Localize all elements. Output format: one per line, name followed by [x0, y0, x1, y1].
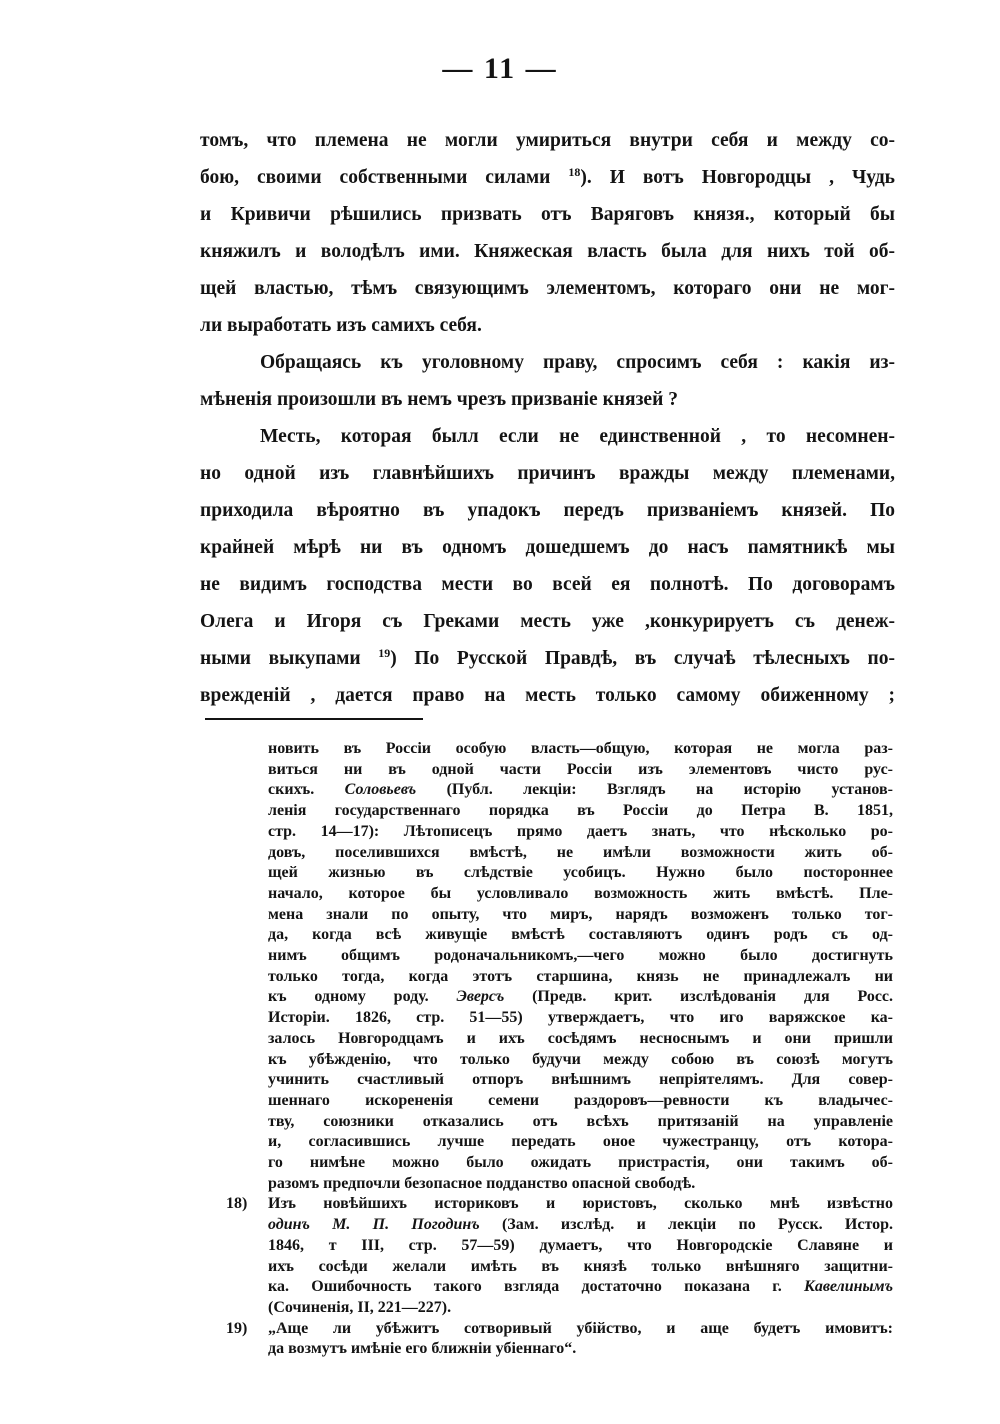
- footnote-line: тву, союзники отказались отъ всѣхъ притязаній на управленіе: [268, 1112, 893, 1130]
- author-name: Эверсъ: [456, 988, 505, 1006]
- footnote-line: Исторіи. 1826, стр. 51—55) утверждаетъ, что иго варяжское ка-: [268, 1009, 893, 1027]
- footnote-line: къ убѣжденію, что только будучи между собою въ союзѣ могутъ: [268, 1050, 893, 1068]
- text-line: щей властью, тѣмъ связующимъ элементомъ, котораго они не мог-: [200, 278, 895, 299]
- text-line: бою, своими собственными силами $^{18}$). И вотъ Новгородцы , Чудь: [200, 165, 895, 188]
- text-line: княжилъ и володѣлъ ими. Княжеская власть была для нихъ той об-: [200, 241, 895, 262]
- text-line: Месть, которая былл если не единственной , то несомнен-: [260, 426, 895, 447]
- footnote-line: щей жизнью въ слѣдствіе усобицъ. Нужно было постороннее: [268, 864, 893, 882]
- text-line: не видимъ господства мести во всей ея полнотѣ. По договорамъ: [200, 574, 895, 595]
- text-line: крайней мѣрѣ ни въ одномъ дошедшемъ до насъ памятникѣ мы: [200, 537, 895, 558]
- footnote-marker: 18): [226, 1195, 248, 1213]
- footnote-line: го нимѣне можно было ожидать пристрастія, они такимъ об-: [268, 1154, 893, 1172]
- footnote-line: „Аще ли убѣжитъ сотворивый убійство, и аще будетъ имовитъ:: [268, 1319, 893, 1337]
- footnote-line: ихъ сосѣди желали имѣть въ князѣ только внѣшняго защитни-: [268, 1257, 893, 1275]
- footnote-line: шеннаго искорененія семени раздоровъ—ревности къ владычес-: [268, 1091, 893, 1109]
- footnote-line: (Сочиненія, II, 221—227).: [268, 1298, 452, 1316]
- footnote-line: ка. Ошибочность такого взгляда достаточно показана г. Кавелинымъ: [268, 1278, 894, 1296]
- footnote-line: 1846, т III, стр. 57—59) думаетъ, что Новгородскіе Славяне и: [268, 1236, 893, 1254]
- footnote-line: начало, которое бы условливало возможность жить вмѣстѣ. Пле-: [268, 884, 893, 902]
- footnotes: [226, 739, 894, 1360]
- text-line: томъ, что племена не могли умириться внутри себя и между со-: [200, 130, 895, 151]
- footnote-line: ленія государственнаго порядка въ Россіи до Петра В. 1851,: [268, 802, 893, 820]
- author-name: Погодинъ: [411, 1216, 480, 1234]
- footnote-line: новить въ Россіи особую власть—общую, которая не могла раз-: [268, 740, 893, 757]
- footnote-19: [226, 1319, 893, 1360]
- text-line: ли выработать изъ самихъ себя.: [200, 315, 482, 336]
- main-text: [200, 122, 895, 714]
- text-line: Олега и Игоря съ Греками месть уже ,конкурируетъ съ денеж-: [200, 611, 895, 632]
- footnote-line: да, когда всѣ живущіе вмѣстѣ составляютъ одинъ родъ съ од-: [268, 926, 893, 944]
- footnote-line: мена знали по опыту, что миръ, нарядъ возможенъ только тог-: [268, 905, 893, 923]
- footnote-line: только тогда, когда этотъ старшина, князь не принадлежалъ ни: [268, 967, 893, 985]
- footnote-line: довъ, поселившихся вмѣстѣ, не имѣли возможности жить об-: [268, 843, 893, 861]
- text-line: Обращаясь къ уголовному праву, спросимъ себя : какія из-: [260, 352, 895, 373]
- footnote-18: [226, 1194, 894, 1318]
- footnote-line: Изъ новѣйшихъ историковъ и юристовъ, сколько мнѣ извѣстно: [268, 1195, 893, 1213]
- footnote-line: залось Новгородцамъ и ихъ сосѣдямъ несноснымъ и они пришли: [268, 1029, 893, 1047]
- text-line: мѣненія произошли въ немъ чрезъ призваніе князей ?: [200, 389, 678, 410]
- text-line: врежденій , дается право на месть только самому обиженному ;: [200, 685, 895, 706]
- footnote-marker: 19): [226, 1319, 248, 1337]
- text-line: приходила вѣроятно въ упадокъ передъ призваніемъ князей. По: [200, 500, 895, 521]
- footnote-line: одинъ М. П. Погодинъ (Зам. изслѣд. и лекціи по Русск. Истор.: [268, 1216, 894, 1234]
- footnote-divider: [205, 718, 423, 720]
- footnote-line: и, согласившись лучше передать оное чужестранцу, отъ котора-: [268, 1133, 893, 1151]
- footnote-line: скихъ. Соловьевъ (Публ. лекціи: Взглядъ на исторію установ-: [268, 781, 893, 799]
- footnote-line: къ одному роду. Эверсъ (Предв. крит. изслѣдованія для Росс.: [268, 988, 894, 1006]
- footnote-ref-18: 18: [568, 165, 581, 179]
- footnote-line: стр. 14—17): Лѣтописецъ прямо даетъ знать, что нѣсколько ро-: [268, 822, 893, 840]
- footnote-line: учинить счастливый отпоръ внѣшнимъ непріятелямъ. Для совер-: [268, 1071, 893, 1089]
- text-line: и Кривичи рѣшились призвать отъ Варяговъ князя., который бы: [200, 204, 895, 225]
- footnote-17-continued: [268, 739, 893, 1194]
- text-line: ными выкупами $^{19}$) По Русской Правдѣ, въ случаѣ тѣлесныхъ по-: [200, 646, 895, 669]
- footnote-line: разомъ предпочли безопасное подданство опасной свободѣ.: [268, 1174, 696, 1192]
- page-number: — 11 —: [442, 52, 558, 85]
- author-name: Соловьевъ: [344, 781, 417, 799]
- paragraph-1: [200, 122, 895, 344]
- author-name: Кавелинымъ: [804, 1278, 894, 1296]
- footnote-line: виться ни въ одной части Россіи изъ элементовъ чисто рус-: [268, 760, 893, 778]
- footnote-line: да возмутъ имѣніе его ближніи убіеннаго“.: [268, 1340, 577, 1358]
- paragraph-2: [200, 344, 895, 418]
- paragraph-3: [200, 418, 895, 714]
- footnote-line: нимъ общимъ родоначальникомъ,—чего можно было достигнуть: [268, 947, 893, 965]
- footnote-ref-19: 19: [378, 646, 391, 660]
- text-line: но одной изъ главнѣйшихъ причинъ вражды между племенами,: [200, 463, 895, 484]
